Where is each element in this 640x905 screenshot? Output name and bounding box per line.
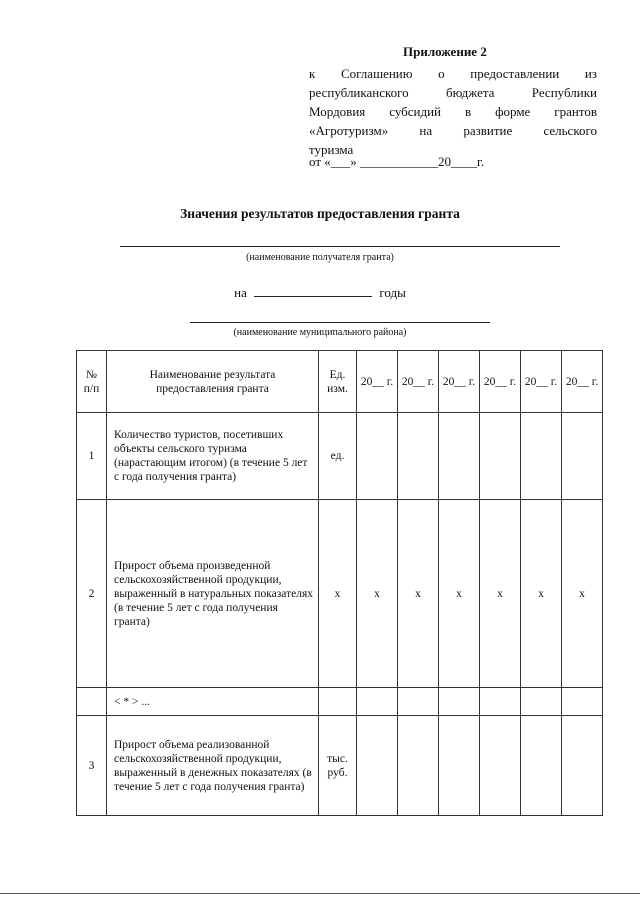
row-value xyxy=(480,688,521,716)
row-unit: ед. xyxy=(319,413,357,500)
row-value xyxy=(521,716,562,816)
row-value xyxy=(562,688,603,716)
annex-line: Мордовия субсидий в форме грантов xyxy=(309,104,597,119)
annex-line: к Соглашению о предоставлении из xyxy=(309,66,597,81)
row-value xyxy=(357,716,398,816)
row-name: < * > ... xyxy=(107,688,319,716)
header-unit: Ед. изм. xyxy=(319,351,357,413)
row-value xyxy=(357,413,398,500)
row-unit xyxy=(319,688,357,716)
row-num: 3 xyxy=(77,716,107,816)
years-fill-line xyxy=(254,284,372,297)
table-row xyxy=(77,716,603,816)
annex-line: «Агротуризм» на развитие сельского xyxy=(309,123,597,138)
row-value xyxy=(521,413,562,500)
recipient-caption: (наименование получателя гранта) xyxy=(246,252,394,263)
table-row xyxy=(77,413,603,500)
row-name: Прирост объема реализованной сельскохозяйственной продукции, выраженный в денежных показателях (в течение 5 лет с года получения гранта) xyxy=(107,716,319,816)
row-value xyxy=(439,413,480,500)
header-year: 20__ г. xyxy=(439,351,480,413)
row-value xyxy=(357,688,398,716)
years-suffix: годы xyxy=(379,285,406,300)
row-value: х xyxy=(562,500,603,688)
row-value: х xyxy=(398,500,439,688)
row-name: Количество туристов, посетивших объекты сельского туризма (нарастающим итогом) (в течение 5 лет с года получения гранта) xyxy=(107,413,319,500)
header-year: 20__ г. xyxy=(398,351,439,413)
annex-text xyxy=(309,64,597,159)
row-unit: тыс. руб. xyxy=(319,716,357,816)
page-bottom-rule xyxy=(0,893,640,894)
row-value xyxy=(562,716,603,816)
annex-line: туризма xyxy=(309,142,354,157)
row-value: х xyxy=(357,500,398,688)
header-year: 20__ г. xyxy=(562,351,603,413)
results-table xyxy=(76,350,603,816)
row-name: Прирост объема произведенной сельскохозяйственной продукции, выраженный в натуральных показателях (в течение 5 лет с года получения гранта) xyxy=(107,500,319,688)
annex-date-line: от «___» ____________20____г. xyxy=(309,154,485,169)
years-row xyxy=(0,284,640,301)
header-name: Наименование результата предоставления гранта xyxy=(107,351,319,413)
row-value xyxy=(562,413,603,500)
header-year: 20__ г. xyxy=(357,351,398,413)
header-year: 20__ г. xyxy=(480,351,521,413)
recipient-fill-line xyxy=(120,246,560,247)
row-value xyxy=(521,688,562,716)
table-row xyxy=(77,500,603,688)
row-value xyxy=(398,716,439,816)
annex-line: республиканского бюджета Республики xyxy=(309,85,597,100)
row-value: х xyxy=(480,500,521,688)
row-value: х xyxy=(439,500,480,688)
row-value xyxy=(439,688,480,716)
row-value xyxy=(398,413,439,500)
row-value xyxy=(480,413,521,500)
years-prefix: на xyxy=(234,285,247,300)
row-unit: х xyxy=(319,500,357,688)
row-num xyxy=(77,688,107,716)
row-value xyxy=(439,716,480,816)
row-value: х xyxy=(521,500,562,688)
row-num: 2 xyxy=(77,500,107,688)
header-year: 20__ г. xyxy=(521,351,562,413)
table-row xyxy=(77,688,603,716)
row-value xyxy=(480,716,521,816)
header-num: № п/п xyxy=(77,351,107,413)
row-num: 1 xyxy=(77,413,107,500)
annex-title: Приложение 2 xyxy=(403,44,487,59)
district-caption: (наименование муниципального района) xyxy=(233,327,407,338)
document-title: Значения результатов предоставления гранта xyxy=(180,206,460,221)
district-fill-line xyxy=(190,322,490,323)
table-header-row xyxy=(77,351,603,413)
row-value xyxy=(398,688,439,716)
